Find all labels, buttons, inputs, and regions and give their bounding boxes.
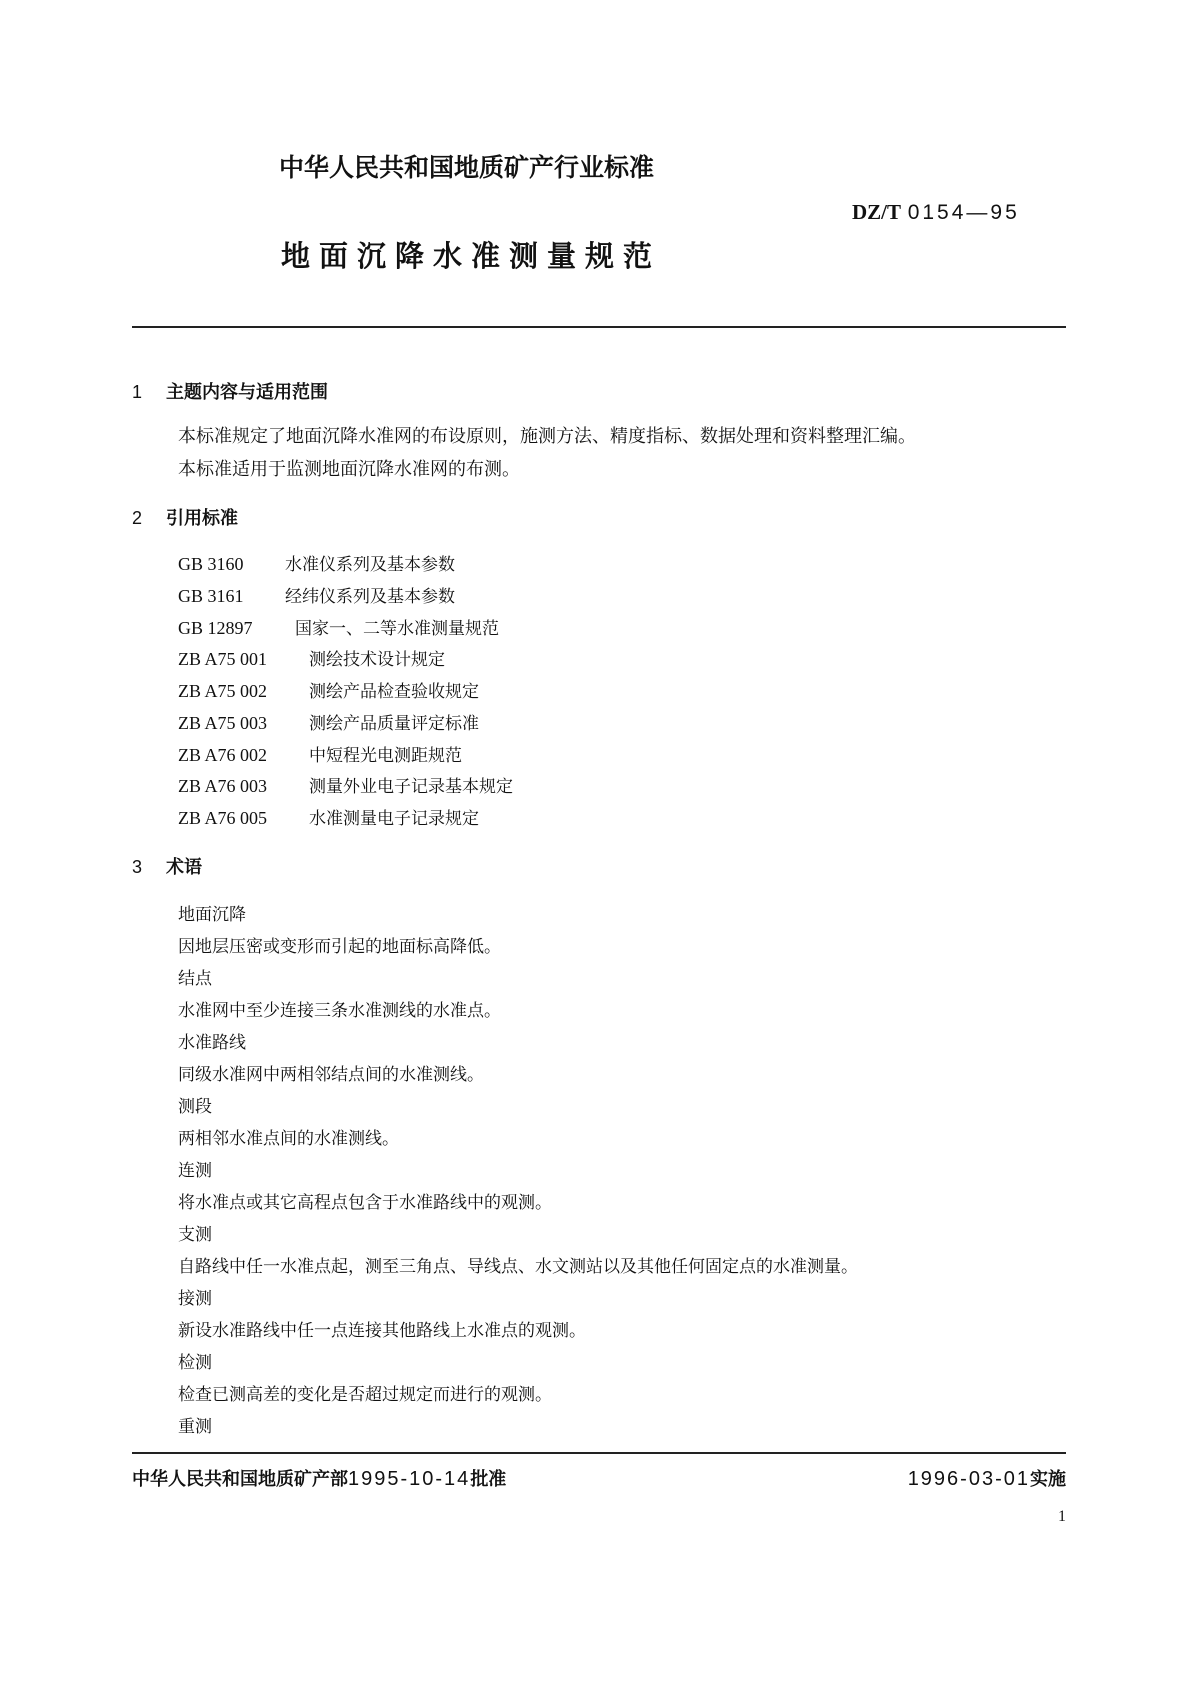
reference-item — [178, 741, 462, 766]
standard-code-number: 0154—95 — [907, 201, 1020, 224]
reference-name: 水准仪系列及基本参数 — [285, 555, 455, 575]
reference-item — [178, 582, 455, 607]
approval-date: 1995-10-14 — [348, 1468, 471, 1490]
reference-name: 测绘产品检查验收规定 — [309, 682, 479, 702]
term-name: 测段 — [178, 1097, 212, 1117]
reference-item — [178, 677, 479, 702]
reference-code: GB 3160 — [178, 554, 244, 574]
term-name: 地面沉降 — [178, 905, 246, 925]
approver: 中华人民共和国地质矿产部 — [132, 1469, 348, 1490]
reference-name: 水准测量电子记录规定 — [309, 809, 479, 829]
effective-suffix: 实施 — [1030, 1469, 1066, 1490]
approval-line — [132, 1465, 506, 1491]
reference-code: ZB A75 002 — [178, 681, 268, 701]
section-1-heading — [132, 378, 328, 404]
reference-item — [178, 645, 445, 670]
standard-code — [852, 200, 1020, 225]
effective-line — [908, 1465, 1066, 1491]
reference-code: ZB A76 003 — [178, 776, 268, 796]
section-number: 2 — [132, 508, 143, 528]
term-definition: 新设水准路线中任一点连接其他路线上水准点的观测。 — [178, 1321, 586, 1341]
reference-name: 中短程光电测距规范 — [309, 746, 462, 766]
standard-code-prefix: DZ/T — [852, 200, 902, 224]
reference-item — [178, 772, 513, 797]
section-2-heading — [132, 504, 238, 530]
section-title: 主题内容与适用范围 — [166, 382, 328, 403]
reference-item — [178, 550, 455, 575]
term-name: 支测 — [178, 1225, 212, 1245]
approval-suffix: 批准 — [470, 1469, 507, 1490]
term-definition: 水准网中至少连接三条水准测线的水准点。 — [178, 1001, 501, 1021]
section-3-heading — [132, 853, 202, 879]
term-name: 结点 — [178, 969, 212, 989]
reference-code: ZB A76 005 — [178, 808, 268, 828]
reference-code: ZB A75 001 — [178, 649, 268, 669]
term-name: 水准路线 — [178, 1033, 246, 1053]
term-name: 连测 — [178, 1161, 212, 1181]
term-name: 检测 — [178, 1353, 212, 1373]
paragraph: 本标准规定了地面沉降水准网的布设原则，施测方法、精度指标、数据处理和资料整理汇编。 — [178, 426, 916, 447]
page-number: 1 — [1058, 1508, 1066, 1525]
term-definition: 两相邻水准点间的水准测线。 — [178, 1129, 399, 1149]
term-definition: 同级水准网中两相邻结点间的水准测线。 — [178, 1065, 484, 1085]
footer-divider — [132, 1452, 1066, 1454]
header-divider — [132, 326, 1066, 328]
reference-code: ZB A75 003 — [178, 713, 268, 733]
reference-name: 测绘产品质量评定标准 — [309, 714, 479, 734]
issuer-heading: 中华人民共和国地质矿产行业标准 — [279, 153, 655, 182]
term-definition: 检查已测高差的变化是否超过规定而进行的观测。 — [178, 1385, 552, 1405]
term-definition: 将水准点或其它高程点包含于水准路线中的观测。 — [178, 1193, 552, 1213]
section-number: 3 — [132, 857, 143, 877]
reference-item — [178, 614, 499, 639]
term-definition: 自路线中任一水准点起，测至三角点、导线点、水文测站以及其他任何固定点的水准测量。 — [178, 1257, 858, 1277]
section-number: 1 — [132, 382, 143, 402]
paragraph: 本标准适用于监测地面沉降水准网的布测。 — [178, 459, 520, 480]
reference-code: GB 3161 — [178, 586, 244, 606]
section-title: 术语 — [166, 857, 202, 878]
reference-code: GB 12897 — [178, 618, 253, 638]
section-title: 引用标准 — [166, 508, 238, 529]
term-definition: 因地层压密或变形而引起的地面标高降低。 — [178, 937, 501, 957]
term-name: 重测 — [178, 1417, 212, 1437]
reference-name: 测量外业电子记录基本规定 — [309, 777, 513, 797]
reference-name: 国家一、二等水准测量规范 — [295, 619, 499, 639]
reference-name: 经纬仪系列及基本参数 — [285, 587, 455, 607]
reference-item — [178, 804, 479, 829]
term-name: 接测 — [178, 1289, 212, 1309]
reference-name: 测绘技术设计规定 — [309, 650, 445, 670]
effective-date: 1996-03-01 — [907, 1468, 1030, 1490]
reference-code: ZB A76 002 — [178, 745, 268, 765]
reference-item — [178, 709, 479, 734]
document-title: 地面沉降水准测量规范 — [281, 239, 662, 273]
